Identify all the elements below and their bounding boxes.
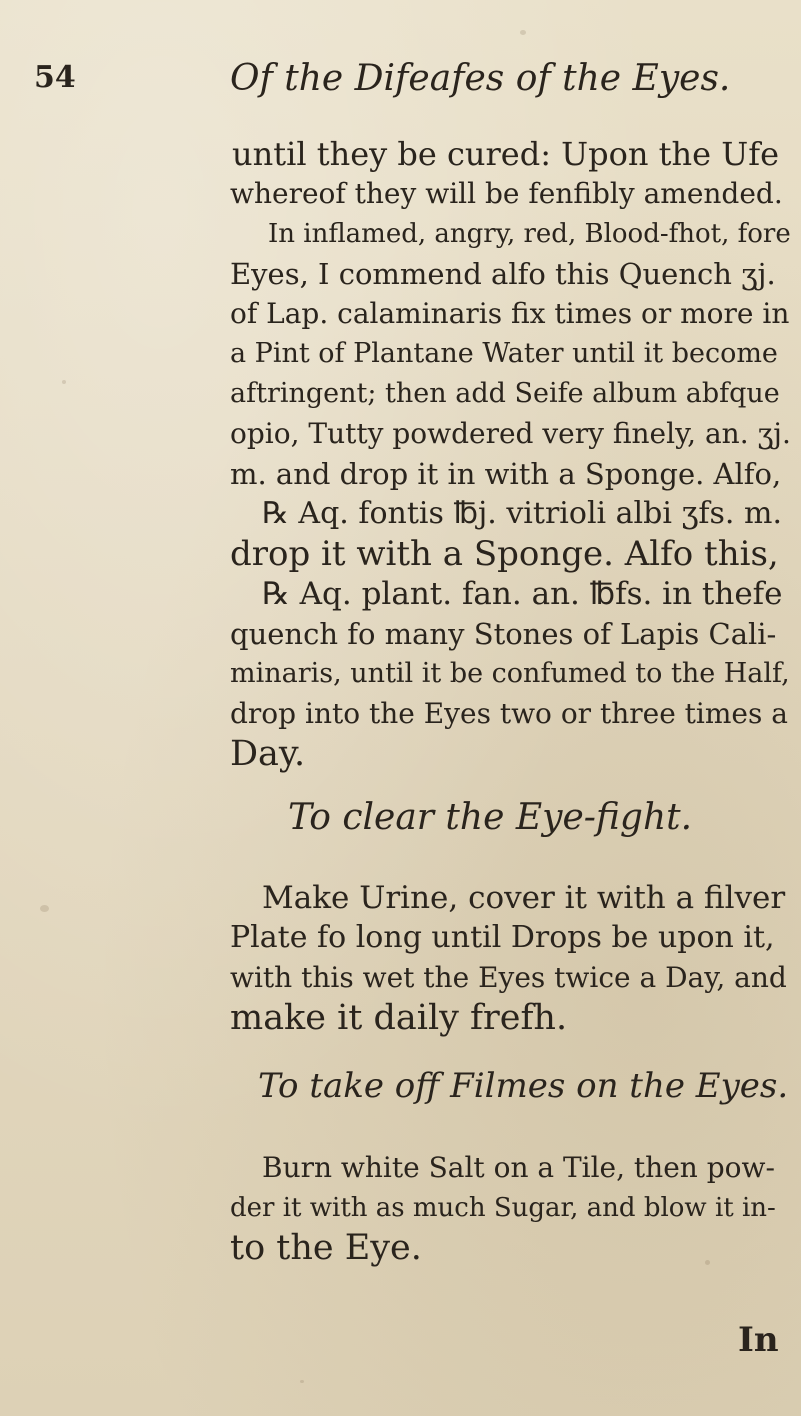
text-line: Burn white Salt on a Tile, then pow- bbox=[262, 1151, 775, 1184]
text-line: der it with as much Sugar, and blow it in- bbox=[230, 1193, 776, 1223]
text-line: Make Urine, cover it with a filver bbox=[262, 880, 786, 916]
section-heading: To clear the Eye-fight. bbox=[288, 797, 693, 838]
section-heading: To take off Filmes on the Eyes. bbox=[258, 1066, 789, 1106]
text-line: drop into the Eyes two or three times a bbox=[230, 697, 788, 730]
paper-speck bbox=[300, 1380, 304, 1383]
text-line: Plate fo long until Drops be upon it, bbox=[230, 920, 775, 955]
paper-speck bbox=[40, 905, 49, 912]
text-line: with this wet the Eyes twice a Day, and bbox=[230, 961, 787, 994]
text-line: quench fo many Stones of Lapis Cali- bbox=[230, 617, 777, 651]
text-line: minaris, until it be confumed to the Half, bbox=[230, 658, 790, 689]
text-line: ℞ Aq. plant. fan. an. ℔fs. in thefe bbox=[262, 576, 783, 612]
text-line: drop it with a Sponge. Alfo this, bbox=[230, 534, 779, 574]
text-line: a Pint of Plantane Water until it become bbox=[230, 338, 778, 369]
text-line: m. and drop it in with a Sponge. Alfo, bbox=[230, 457, 782, 491]
text-line: In inflamed, angry, red, Blood-fhot, fore bbox=[268, 219, 791, 249]
text-line: ℞ Aq. fontis ℔j. vitrioli albi ʒfs. m. bbox=[262, 496, 782, 531]
paper-speck bbox=[705, 1260, 710, 1265]
text-line: whereof they will be fenfibly amended. bbox=[230, 177, 783, 210]
text-line: opio, Tutty powdered very finely, an. ʒj. bbox=[230, 417, 791, 450]
catchword: In bbox=[738, 1320, 779, 1360]
text-line: Eyes, I commend alfo this Quench ʒj. bbox=[230, 257, 776, 291]
paper-speck bbox=[520, 30, 526, 35]
running-head: Of the Difeafes of the Eyes. bbox=[230, 58, 731, 99]
text-line: make it daily frefh. bbox=[230, 998, 568, 1038]
text-line: until they be cured: Upon the Ufe bbox=[232, 135, 779, 173]
text-line: to the Eye. bbox=[230, 1228, 422, 1268]
page-header bbox=[0, 58, 801, 108]
text-line: aftringent; then add Seife album abfque bbox=[230, 378, 780, 409]
text-line: Day. bbox=[230, 734, 306, 774]
paper-speck bbox=[62, 380, 66, 384]
text-line: of Lap. calaminaris fix times or more in bbox=[230, 297, 790, 330]
page-number: 54 bbox=[34, 60, 76, 95]
